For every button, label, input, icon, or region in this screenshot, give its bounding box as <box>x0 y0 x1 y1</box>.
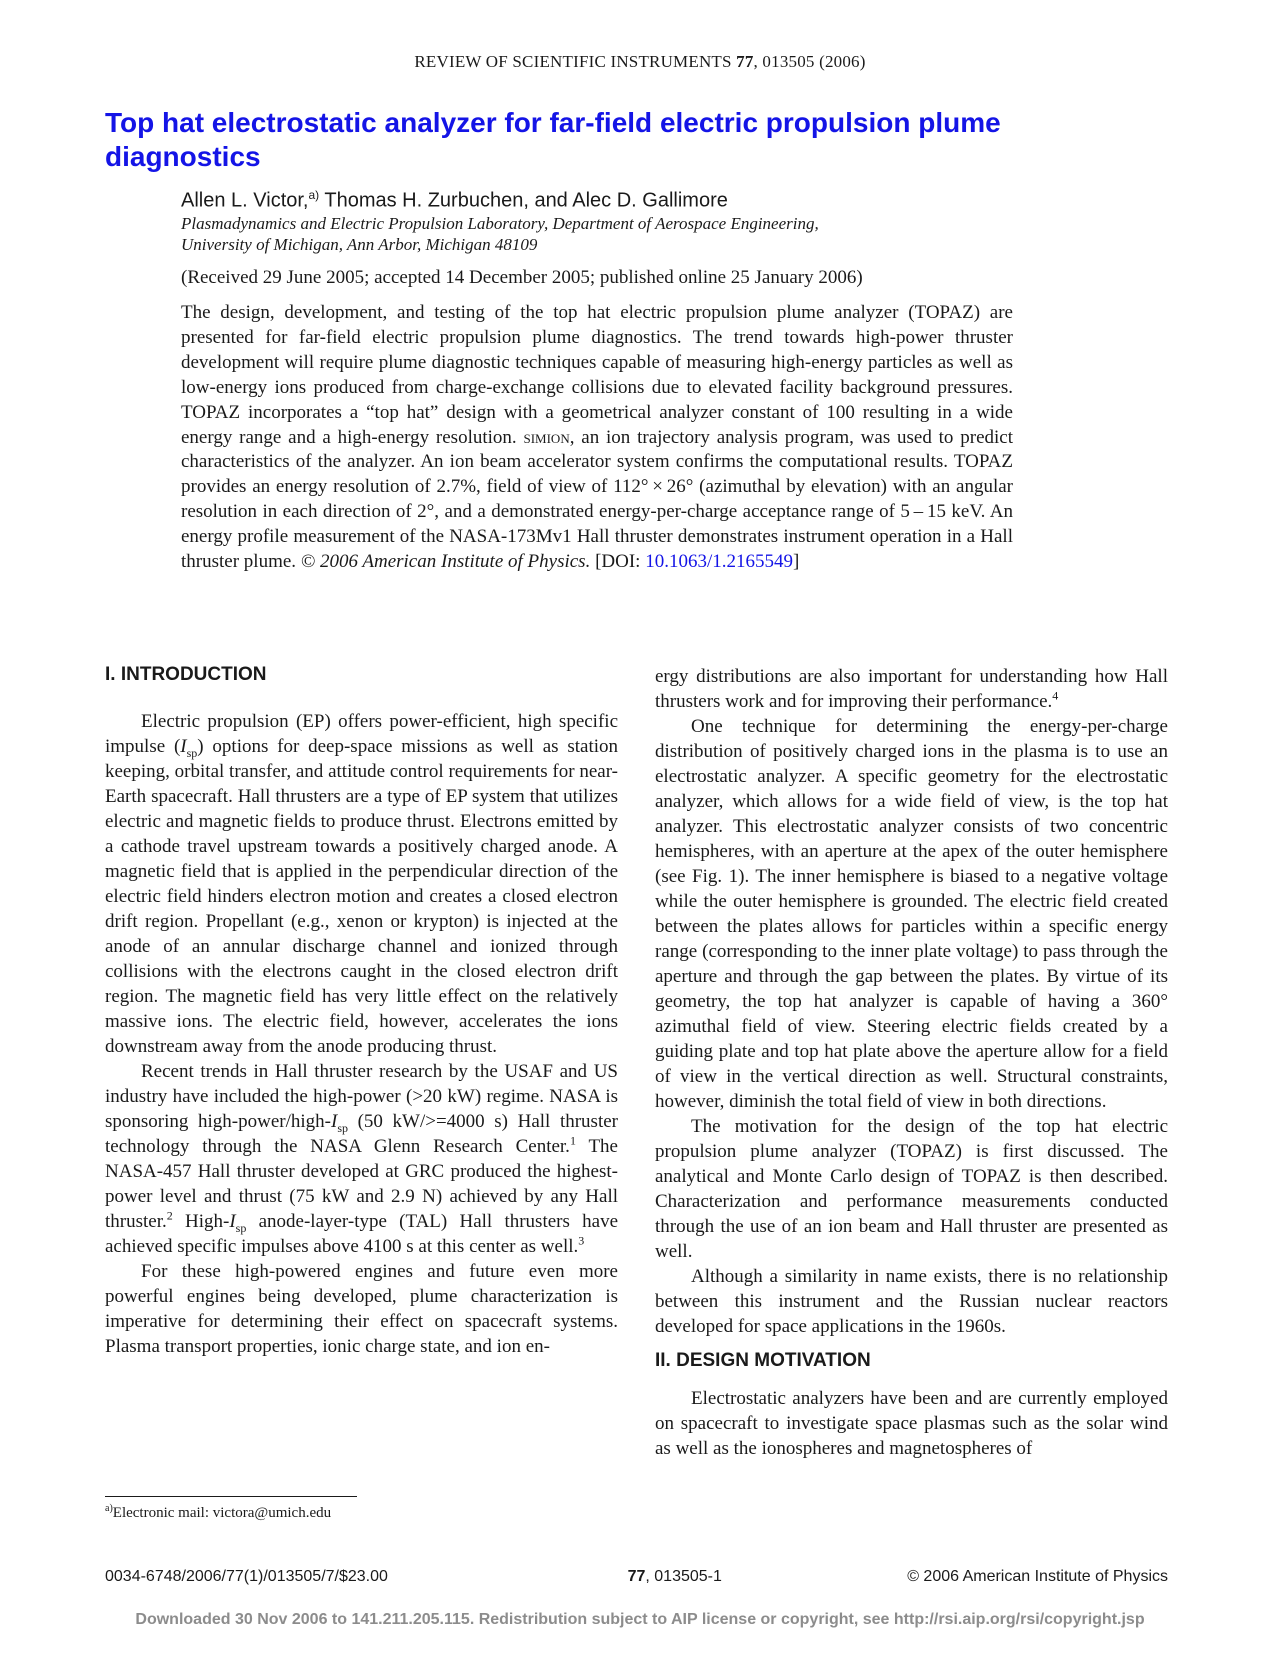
isp-symbol: I <box>180 736 187 757</box>
intro-paragraph-3: For these high-powered engines and future even more powerful engines being developed, plume characterization is imperative for determining their effect on spacecraft systems. Plasma transport properties, ionic charge state, and ion en- <box>105 1261 618 1357</box>
doi-close: ] <box>793 551 800 573</box>
page-article-number: , 013505-1 <box>645 1568 722 1585</box>
abstract-text-1: The design, development, and testing of the top hat electric propulsion plume analyzer (TOPAZ) are presented for far-field electric propulsion plume diagnostics. The trend towards high-power thruster development will require plume diagnostic techniques capable of measuring high-energy particles as well as low-energy ions produced from charge-exchange collisions due to elevated facility background pressures. TOPAZ incorporates a “top hat” design with a geometrical analyzer constant of 100 resulting in a wide energy range and a high-energy resolution. <box>181 302 1013 448</box>
section-heading-introduction: I. INTRODUCTION <box>105 664 267 685</box>
first-author: Allen L. Victor, <box>181 189 309 212</box>
reference-mark[interactable]: 2 <box>166 1208 173 1223</box>
running-header <box>0 52 1280 72</box>
affiliation <box>181 213 981 255</box>
intro-p2-text-b: (50 kW/>=4000 s) Hall thruster technology through the NASA Glenn Research Center. <box>105 1111 618 1157</box>
journal-name: REVIEW OF SCIENTIFIC INSTRUMENTS <box>414 52 732 71</box>
isp-subscript: sp <box>186 745 198 760</box>
page-footer <box>105 1568 1168 1592</box>
affiliation-line-1: Plasmadynamics and Electric Propulsion Laboratory, Department of Aerospace Engineering, <box>181 214 819 233</box>
left-column <box>105 664 618 1359</box>
intro-p4-text: ergy distributions are also important for understanding how Hall thrusters work and for improving their performance. <box>655 666 1168 712</box>
intro-p2-text-c: The NASA-457 Hall thruster developed at GRC produced the highest-power level and thrust (75 kW and 2.9 N) achieved by any Hall thruster. <box>105 1136 618 1232</box>
design-paragraph-1: Electrostatic analyzers have been and are currently employed on spacecraft to investigate space plasmas such as the solar wind as well as the ionospheres and magnetospheres of <box>655 1388 1168 1459</box>
other-authors: Thomas H. Zurbuchen, and Alec D. Gallimore <box>319 189 728 212</box>
reference-mark[interactable]: 1 <box>569 1133 576 1148</box>
intro-p2-text-a: Recent trends in Hall thruster research by the USAF and US industry have included the high-power (>20 kW) regime. NASA is sponsoring high-power/high- <box>105 1061 618 1132</box>
footnote-divider <box>105 1496 357 1497</box>
isp-subscript: sp <box>235 1220 247 1235</box>
simion-smallcaps: simion <box>523 426 570 448</box>
intro-paragraph-3-continued <box>655 664 1168 714</box>
doi-open: [DOI: <box>590 551 646 573</box>
intro-p2-text-d: High- <box>172 1211 230 1232</box>
article-number-year: , 013505 (2006) <box>753 52 866 71</box>
paper-title: Top hat electrostatic analyzer for far-field electric propulsion plume diagnostics <box>105 107 1001 172</box>
isp-subscript: sp <box>337 1120 348 1135</box>
download-notice: Downloaded 30 Nov 2006 to 141.211.205.115. Redistribution subject to AIP license or copyright, see http://rsi.aip.org/rsi/copyright.jsp <box>135 1611 1145 1628</box>
doi-link[interactable]: 10.1063/1.2165549 <box>645 551 793 573</box>
issn-code: 0034-6748/2006/77(1)/013505/7/$23.00 <box>105 1568 388 1585</box>
journal-volume: 77 <box>736 52 754 71</box>
intro-paragraph-2 <box>105 1059 618 1259</box>
abstract-copyright: © 2006 American Institute of Physics. <box>300 551 591 573</box>
intro-p2-text-e: anode-layer-type (TAL) Hall thrusters have achieved specific impulses above 4100 s at this center as well. <box>105 1211 619 1257</box>
footnote-mark: a) <box>105 1503 113 1514</box>
intro-p1-text-b: ) options for deep-space missions as well as station keeping, orbital transfer, and attitude control requirements for near-Earth spacecraft. Hall thrusters are a type of EP system that utilizes electric and magnetic fields to produce thrust. Electrons emitted by a cathode travel upstream towards a positively charged anode. A magnetic field that is applied in the perpendicular direction of the electric field hinders electron motion and creates a closed electron drift region. Propellant (e.g., xenon or krypton) is injected at the anode of an annular discharge channel and ionized through collisions with the electrons caught in the closed electron drift region. The magnetic field has very little effect on the relatively massive ions. The electric field, however, accelerates the ions downstream away from the anode producing thrust. <box>105 736 618 1057</box>
page-volume: 77 <box>627 1568 646 1585</box>
footer-copyright: © 2006 American Institute of Physics <box>907 1568 1168 1585</box>
footnote <box>105 1503 331 1522</box>
right-column <box>655 664 1168 1461</box>
isp-symbol: I <box>229 1211 236 1232</box>
intro-paragraph-6: Although a similarity in name exists, there is no relationship between this instrument and the Russian nuclear reactors developed for space applications in the 1960s. <box>655 1266 1168 1337</box>
abstract <box>181 301 1013 575</box>
intro-paragraph-1 <box>105 709 618 1059</box>
reference-mark[interactable]: 4 <box>1052 688 1059 703</box>
reference-mark[interactable]: 3 <box>578 1233 585 1248</box>
author-footnote-mark: a) <box>308 188 320 202</box>
intro-p1-text-a: Electric propulsion (EP) offers power-efficient, high specific impulse ( <box>105 711 618 757</box>
intro-paragraph-4: One technique for determining the energy-per-charge distribution of positively charged ions in the plasma is to use an electrostatic analyzer. A specific geometry for the electrostatic analyzer, which allows for a wide field of view, is the top hat analyzer. This electrostatic analyzer consists of two concentric hemispheres, with an aperture at the apex of the outer hemisphere (see Fig. 1). The inner hemisphere is biased to a negative voltage while the outer hemisphere is grounded. The electric field created between the plates allows for particles within a specific energy range (corresponding to the inner plate voltage) to pass through the aperture and through the gap between the plates. By virtue of its geometry, the top hat analyzer is capable of having a 360° azimuthal field of view. Steering electric fields created by a guiding plate and top hat plate above the aperture allow for a field of view in the vertical direction as well. Structural constraints, however, diminish the total field of view in both directions. <box>655 716 1168 1112</box>
footnote-text: Electronic mail: victora@umich.edu <box>112 1505 332 1521</box>
isp-symbol: I <box>330 1111 338 1132</box>
section-heading-design-motivation: II. DESIGN MOTIVATION <box>655 1350 871 1371</box>
received-dates: (Received 29 June 2005; accepted 14 December 2005; published online 25 January 2006) <box>181 267 863 288</box>
abstract-text-2: , an ion trajectory analysis program, was used to predict characteristics of the analyzer. An ion beam accelerator system confirms the computational results. TOPAZ provides an energy resolution of 2.7%, field of view of 112° × 26° (azimuthal by elevation) with an angular resolution in each direction of 2°, and a demonstrated energy-per-charge acceptance range of 5 – 15 keV. An energy profile measurement of the NASA-173Mv1 Hall thruster demonstrates instrument operation in a Hall thruster plume. <box>181 426 1013 573</box>
intro-paragraph-5: The motivation for the design of the top hat electric propulsion plume analyzer (TOPAZ) is first discussed. The analytical and Monte Carlo design of TOPAZ is then described. Characterization and performance measurements conducted through the use of an ion beam and Hall thruster are presented as well. <box>655 1116 1168 1262</box>
author-list <box>181 188 728 213</box>
affiliation-line-2: University of Michigan, Ann Arbor, Michigan 48109 <box>181 235 538 254</box>
